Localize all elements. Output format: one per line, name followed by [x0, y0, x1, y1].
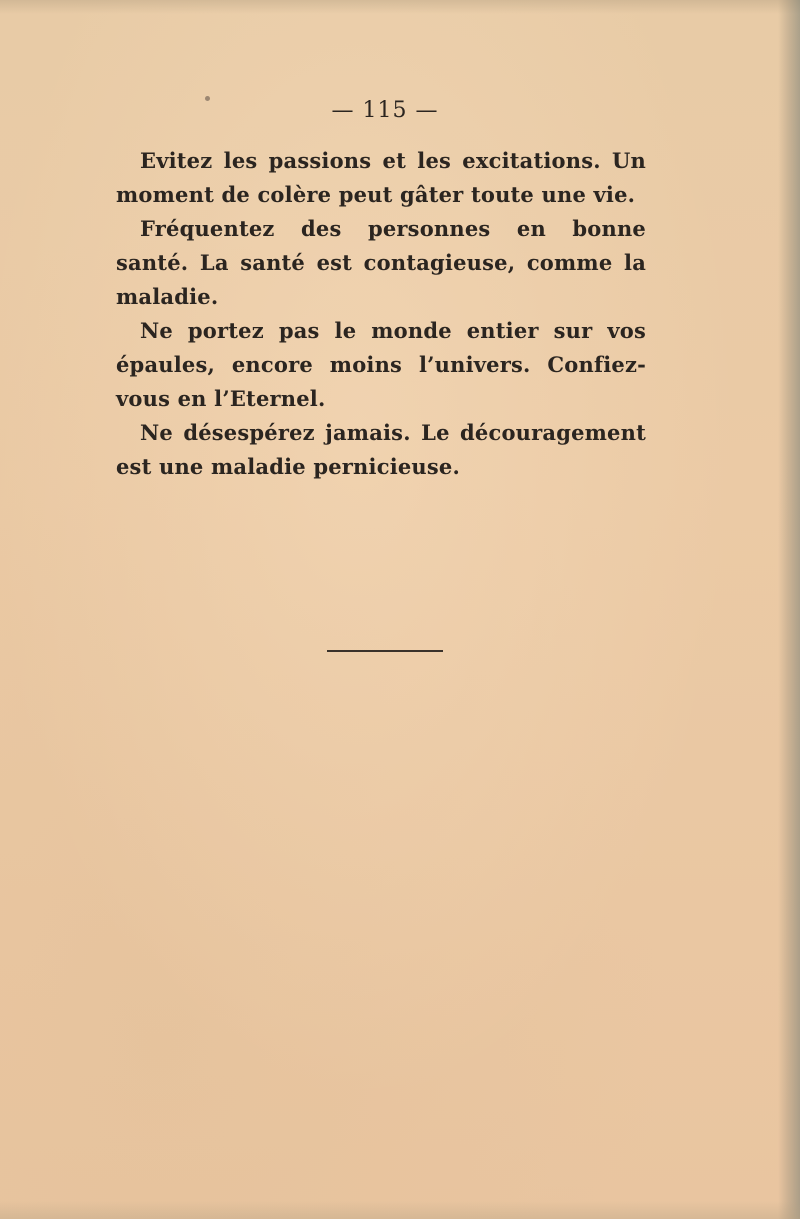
- page-edge-right: [778, 0, 800, 1219]
- page-edge-bottom: [0, 1201, 800, 1219]
- paragraph-3: Ne portez pas le monde entier sur vos épaules, encore moins l’univers. Confiez-vous en l’Eternel.: [116, 318, 646, 411]
- paragraph-4: Ne désespérez jamais. Le découragement est une maladie pernicieuse.: [116, 420, 646, 479]
- page-edge-top: [0, 0, 800, 14]
- page-number: — 115 —: [331, 98, 439, 123]
- section-rule: [327, 650, 443, 652]
- body-text: [116, 144, 646, 484]
- paragraph-2: Fréquentez des personnes en bonne santé. La santé est contagieuse, comme la maladie.: [116, 216, 646, 309]
- paragraph-1: Evitez les passions et les excitations. Un moment de colère peut gâter toute une vie.: [116, 148, 646, 207]
